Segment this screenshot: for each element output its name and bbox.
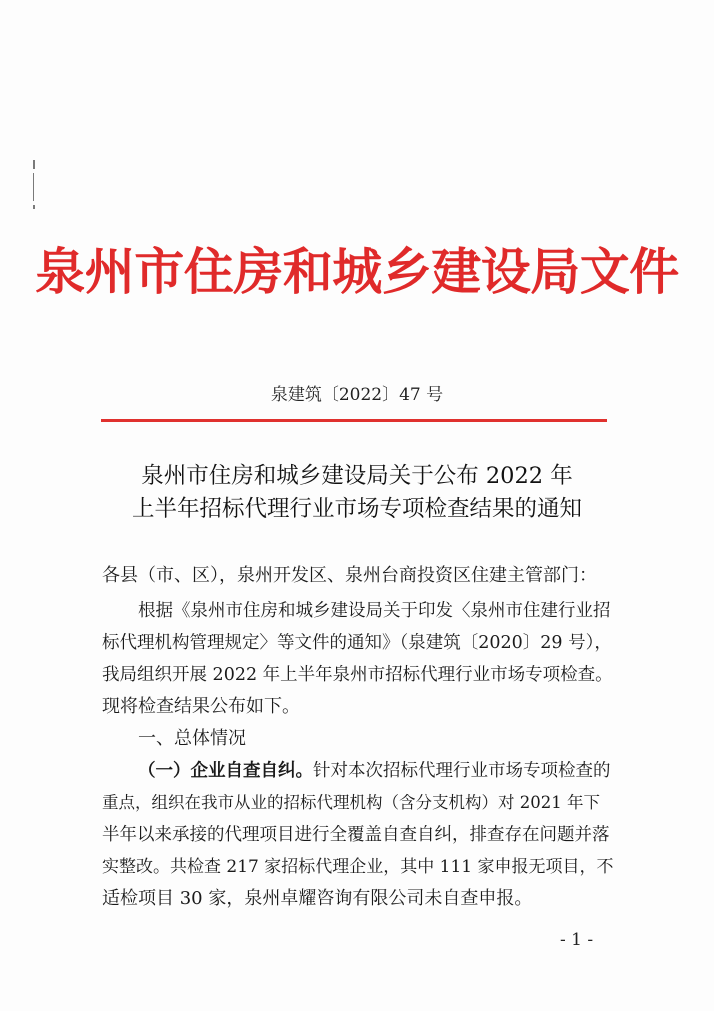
paragraph-1-line-3: 我局组织开展 2022 年上半年泉州市招标代理行业市场专项检查。 bbox=[102, 665, 613, 685]
agency-header-title: 泉州市住房和城乡建设局文件 bbox=[35, 243, 679, 301]
subsection-1-line-5: 适检项目 30 家，泉州卓耀咨询有限公司未自查申报。 bbox=[102, 888, 533, 909]
subsection-1-line-3: 半年以来承接的代理项目进行全覆盖自查自纠，排查存在问题并落 bbox=[102, 825, 610, 845]
subsection-1-line-1 bbox=[138, 759, 614, 783]
section-1-heading: 一、总体情况 bbox=[138, 728, 246, 749]
paragraph-1-line-2: 标代理机构管理规定〉等文件的通知》（泉建筑〔2020〕29 号）， bbox=[102, 633, 612, 653]
subsection-1-line-4: 实整改。共检查 217 家招标代理企业，其中 111 家申报无项目，不 bbox=[102, 857, 614, 877]
page-number: - 1 - bbox=[560, 930, 594, 950]
recipients-line: 各县（市、区），泉州开发区、泉州台商投资区住建主管部门： bbox=[102, 565, 597, 586]
subsection-1-line-1-text: 针对本次招标代理行业市场专项检查的 bbox=[313, 761, 611, 781]
binding-mark-middle bbox=[33, 173, 34, 201]
paragraph-1-line-1: 根据《泉州市住房和城乡建设局关于印发〈泉州市住建行业招 bbox=[138, 601, 611, 621]
notice-title-line-2: 上半年招标代理行业市场专项检查结果的通知 bbox=[131, 496, 582, 522]
binding-mark-top bbox=[33, 160, 35, 169]
document-number: 泉建筑〔2022〕47 号 bbox=[270, 385, 444, 405]
red-divider-rule bbox=[101, 419, 607, 422]
notice-title-line-1: 泉州市住房和城乡建设局关于公布 2022 年 bbox=[141, 463, 573, 489]
paragraph-1-line-4: 现将检查结果公布如下。 bbox=[102, 696, 300, 717]
subsection-1-heading: （一）企业自查自纠。 bbox=[138, 761, 313, 781]
subsection-1-line-2: 重点，组织在我市从业的招标代理机构（含分支机构）对 2021 年下 bbox=[102, 793, 600, 812]
binding-mark-bottom bbox=[33, 205, 35, 209]
